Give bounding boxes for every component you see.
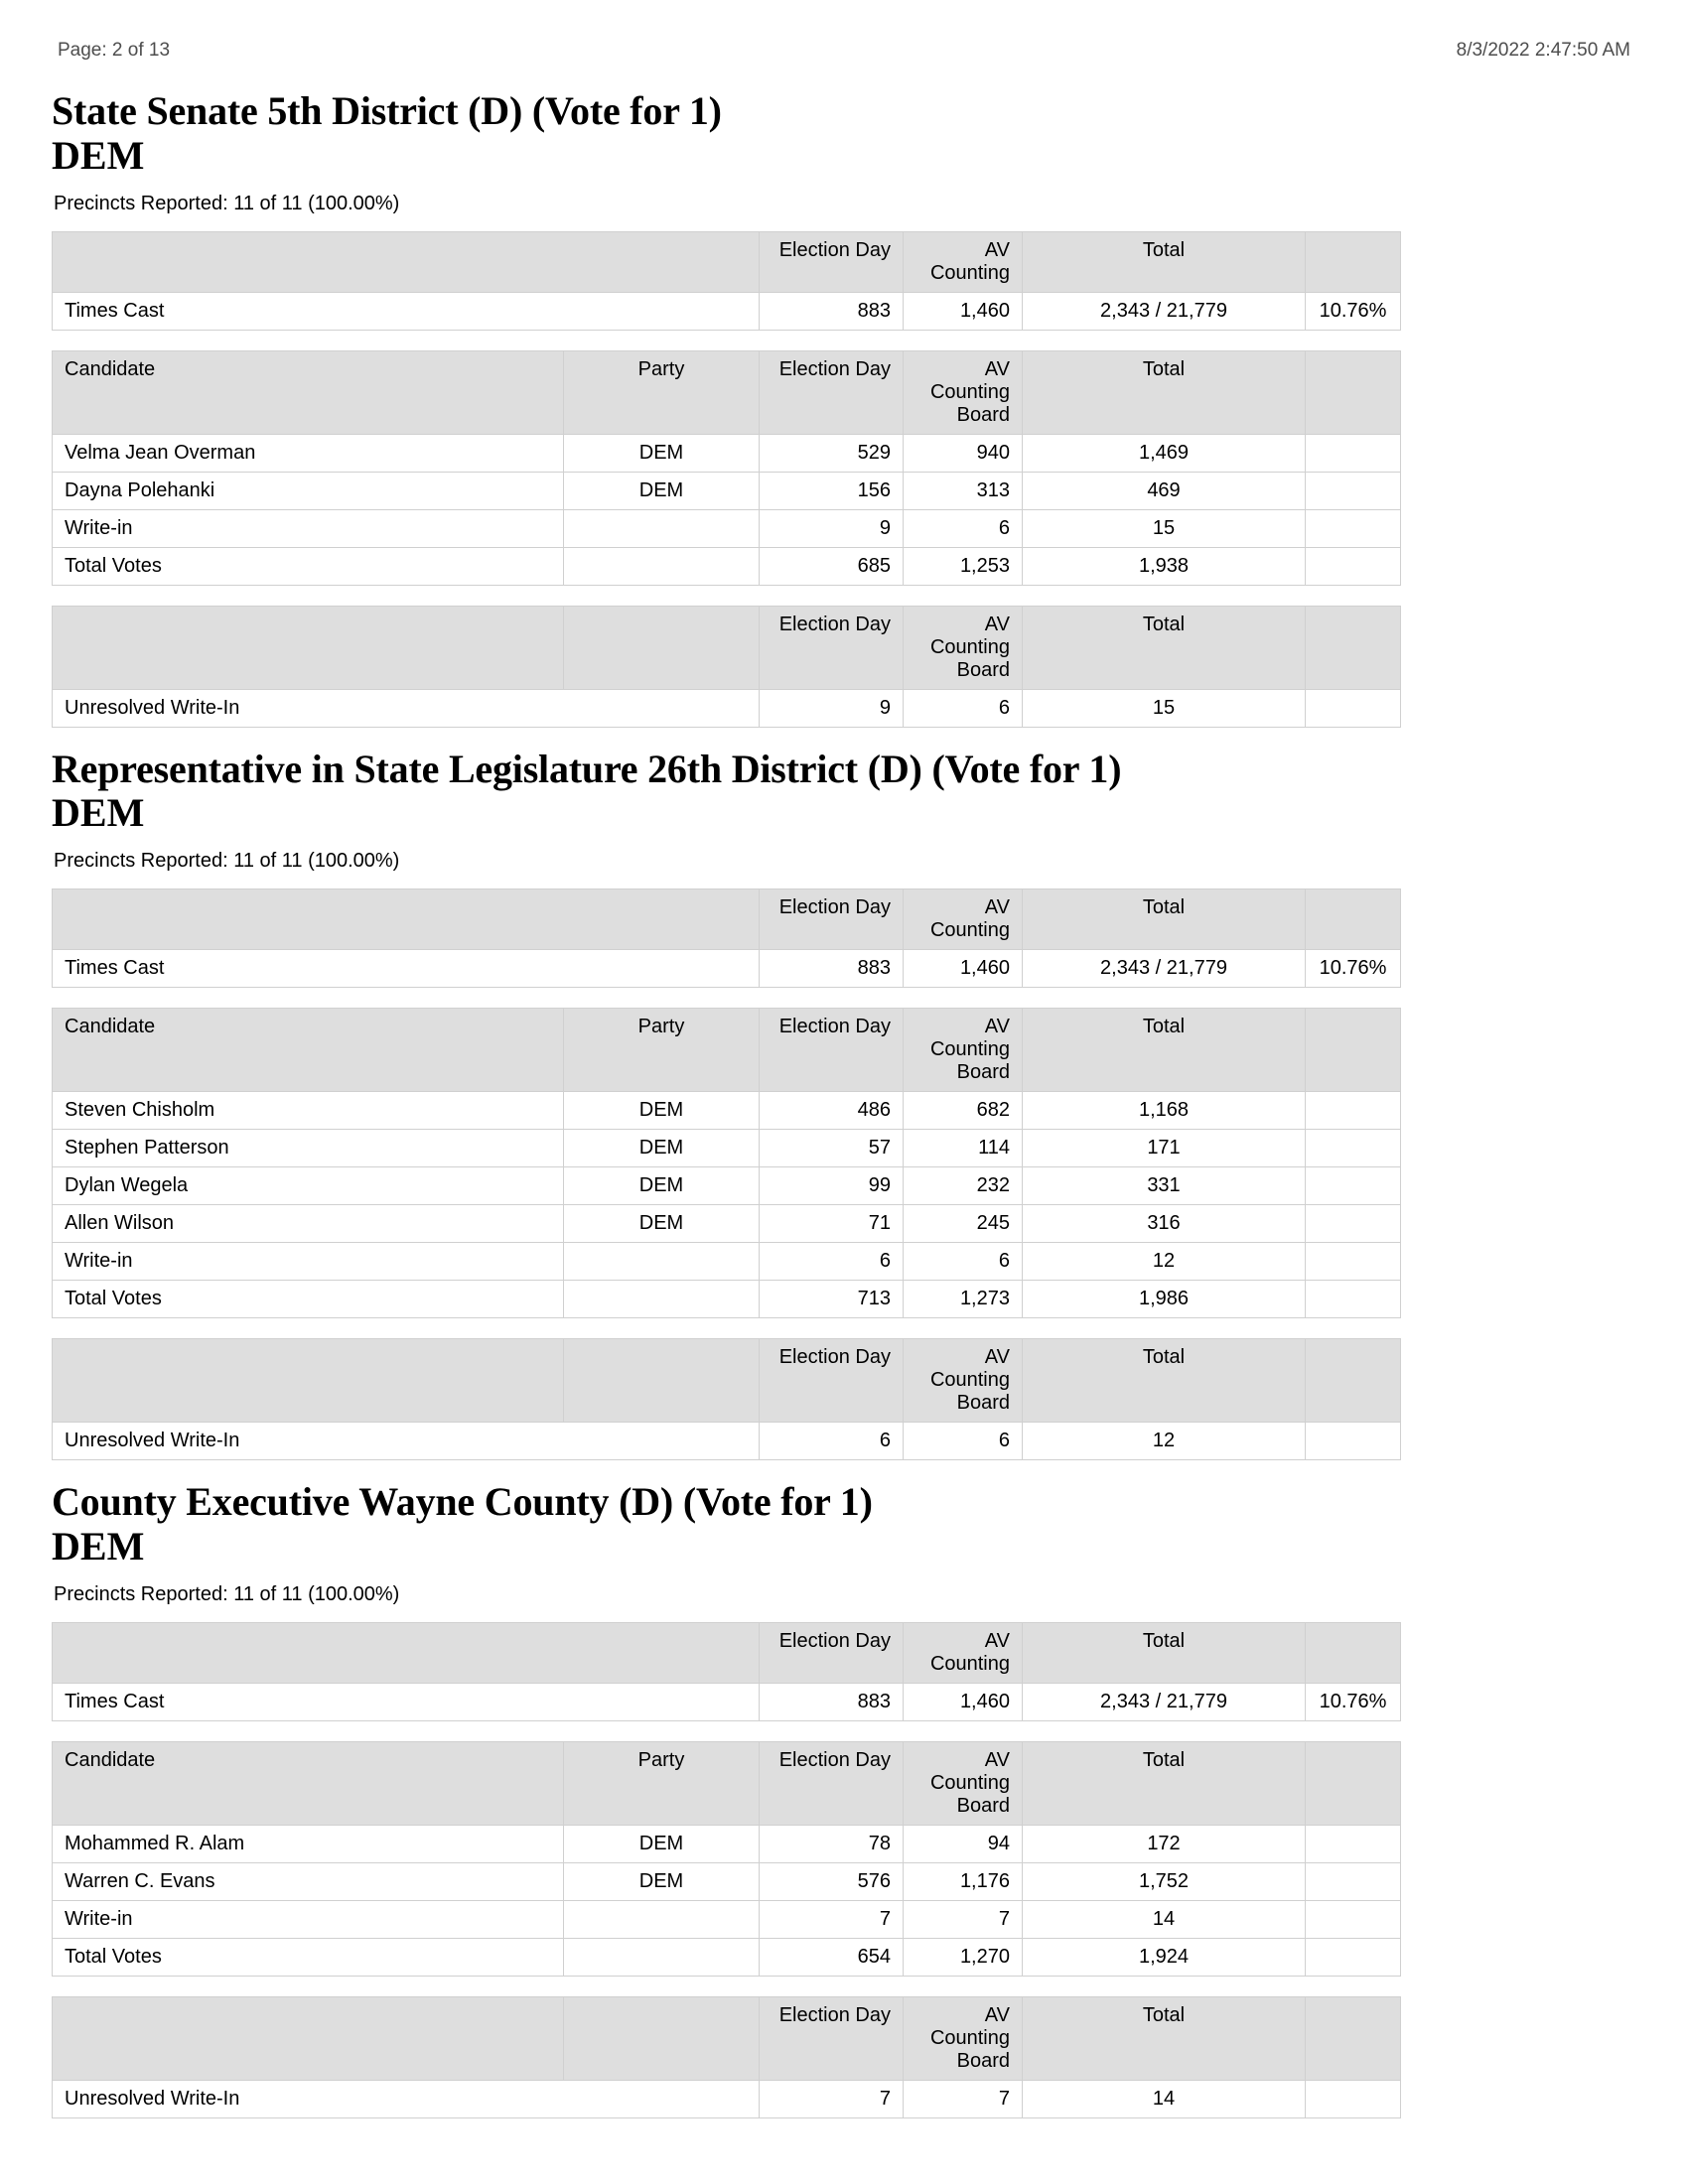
page-header	[52, 40, 1636, 62]
candidate-election-day: 156	[760, 472, 904, 509]
times-cast-label: Times Cast	[53, 950, 760, 988]
candidate-total: 1,924	[1023, 1938, 1306, 1976]
candidate-election-day: 9	[760, 509, 904, 547]
candidate-election-day: 576	[760, 1862, 904, 1900]
candidate-av-counting-board: 7	[904, 1900, 1023, 1938]
candidate-total: 1,752	[1023, 1862, 1306, 1900]
party-column-header: Party	[564, 1741, 760, 1825]
unresolved-total: 14	[1023, 2080, 1306, 2117]
page-number-label: Page: 2 of 13	[58, 40, 171, 61]
candidate-party: DEM	[564, 1167, 760, 1205]
unresolved-blank-header-3	[1306, 1339, 1401, 1423]
summary-percent-header	[1306, 1622, 1401, 1683]
unresolved-write-in-table	[52, 1996, 1401, 2118]
candidate-party: DEM	[564, 1825, 760, 1862]
unresolved-total-header: Total	[1023, 1339, 1306, 1423]
candidate-av-counting-board: 940	[904, 434, 1023, 472]
candidate-results-table	[52, 1008, 1401, 1318]
contest-list	[52, 89, 1636, 2118]
unresolved-total: 12	[1023, 1423, 1306, 1460]
candidate-total: 171	[1023, 1130, 1306, 1167]
unresolved-write-in-table	[52, 1338, 1401, 1460]
contest-section	[52, 748, 1636, 1461]
unresolved-election-day: 6	[760, 1423, 904, 1460]
candidate-av-counting-board: 6	[904, 1243, 1023, 1281]
candidate-av-counting-board: 232	[904, 1167, 1023, 1205]
unresolved-blank-cell	[1306, 689, 1401, 727]
party-column-header: Party	[564, 350, 760, 434]
times-cast-table	[52, 888, 1401, 988]
election-day-column-header: Election Day	[760, 1741, 904, 1825]
times-cast-election-day: 883	[760, 292, 904, 330]
candidate-party	[564, 1900, 760, 1938]
candidate-blank-cell	[1306, 509, 1401, 547]
times-cast-total: 2,343 / 21,779	[1023, 1683, 1306, 1720]
candidate-av-counting-board: 245	[904, 1205, 1023, 1243]
table-row	[53, 472, 1401, 509]
times-cast-label: Times Cast	[53, 292, 760, 330]
candidate-blank-header	[1306, 1741, 1401, 1825]
summary-total-header: Total	[1023, 231, 1306, 292]
unresolved-av-counting-board-header: AV Counting Board	[904, 606, 1023, 689]
candidate-name: Total Votes	[53, 547, 564, 585]
summary-total-header: Total	[1023, 1622, 1306, 1683]
table-row	[53, 1092, 1401, 1130]
summary-election-day-header: Election Day	[760, 889, 904, 950]
candidate-results-table	[52, 1741, 1401, 1977]
unresolved-blank-header-1	[53, 1996, 564, 2080]
table-row	[53, 1938, 1401, 1976]
candidate-election-day: 78	[760, 1825, 904, 1862]
unresolved-write-in-label: Unresolved Write-In	[53, 2080, 760, 2117]
summary-blank-header	[53, 889, 760, 950]
unresolved-total-header: Total	[1023, 606, 1306, 689]
candidate-name: Steven Chisholm	[53, 1092, 564, 1130]
candidate-av-counting-board: 94	[904, 1825, 1023, 1862]
times-cast-percent: 10.76%	[1306, 950, 1401, 988]
candidate-av-counting-board: 1,270	[904, 1938, 1023, 1976]
candidate-blank-cell	[1306, 1130, 1401, 1167]
candidate-total: 14	[1023, 1900, 1306, 1938]
candidate-party	[564, 1281, 760, 1318]
unresolved-blank-cell	[1306, 1423, 1401, 1460]
av-counting-board-column-header: AV Counting Board	[904, 1741, 1023, 1825]
unresolved-blank-header-2	[564, 1996, 760, 2080]
candidate-total: 1,168	[1023, 1092, 1306, 1130]
contest-section	[52, 1480, 1636, 2118]
candidate-blank-cell	[1306, 1281, 1401, 1318]
candidate-blank-cell	[1306, 1938, 1401, 1976]
candidate-party	[564, 1938, 760, 1976]
unresolved-blank-header-1	[53, 606, 564, 689]
candidate-blank-cell	[1306, 1825, 1401, 1862]
unresolved-election-day: 9	[760, 689, 904, 727]
summary-percent-header	[1306, 889, 1401, 950]
contest-party-line: DEM	[52, 1523, 145, 1569]
candidate-blank-cell	[1306, 1092, 1401, 1130]
av-counting-board-column-header: AV Counting Board	[904, 1009, 1023, 1092]
unresolved-av-counting-board-header: AV Counting Board	[904, 1339, 1023, 1423]
times-cast-percent: 10.76%	[1306, 1683, 1401, 1720]
candidate-name: Write-in	[53, 509, 564, 547]
unresolved-header-row	[53, 606, 1401, 689]
unresolved-blank-header-3	[1306, 606, 1401, 689]
candidate-blank-cell	[1306, 1243, 1401, 1281]
candidate-rows	[53, 1092, 1401, 1318]
table-row	[53, 1205, 1401, 1243]
candidate-blank-cell	[1306, 1205, 1401, 1243]
candidate-column-header: Candidate	[53, 350, 564, 434]
candidate-election-day: 71	[760, 1205, 904, 1243]
candidate-total: 1,938	[1023, 547, 1306, 585]
candidate-name: Dayna Polehanki	[53, 472, 564, 509]
election-day-column-header: Election Day	[760, 350, 904, 434]
times-cast-row	[53, 292, 1401, 330]
candidate-av-counting-board: 1,176	[904, 1862, 1023, 1900]
candidate-party	[564, 547, 760, 585]
summary-blank-header	[53, 1622, 760, 1683]
times-cast-percent: 10.76%	[1306, 292, 1401, 330]
candidate-election-day: 7	[760, 1900, 904, 1938]
times-cast-av-counting: 1,460	[904, 292, 1023, 330]
contest-party-line: DEM	[52, 790, 145, 836]
candidate-blank-cell	[1306, 1862, 1401, 1900]
candidate-party: DEM	[564, 434, 760, 472]
candidate-column-header: Candidate	[53, 1009, 564, 1092]
election-day-column-header: Election Day	[760, 1009, 904, 1092]
candidate-name: Total Votes	[53, 1281, 564, 1318]
party-column-header: Party	[564, 1009, 760, 1092]
unresolved-total-header: Total	[1023, 1996, 1306, 2080]
candidate-total: 15	[1023, 509, 1306, 547]
candidate-blank-header	[1306, 350, 1401, 434]
candidate-name: Velma Jean Overman	[53, 434, 564, 472]
table-row	[53, 1825, 1401, 1862]
table-row	[53, 1243, 1401, 1281]
times-cast-table	[52, 231, 1401, 331]
times-cast-table	[52, 1622, 1401, 1721]
candidate-blank-cell	[1306, 1167, 1401, 1205]
candidate-column-header: Candidate	[53, 1741, 564, 1825]
candidate-rows	[53, 1825, 1401, 1976]
candidate-election-day: 713	[760, 1281, 904, 1318]
unresolved-write-in-row	[53, 2080, 1401, 2117]
candidate-total: 316	[1023, 1205, 1306, 1243]
precincts-reported: Precincts Reported: 11 of 11 (100.00%)	[54, 192, 400, 214]
candidate-header-row	[53, 350, 1401, 434]
table-row	[53, 1281, 1401, 1318]
summary-av-counting-header: AV Counting	[904, 231, 1023, 292]
times-cast-row	[53, 950, 1401, 988]
times-cast-header-row	[53, 889, 1401, 950]
unresolved-election-day: 7	[760, 2080, 904, 2117]
unresolved-av-counting-board-header: AV Counting Board	[904, 1996, 1023, 2080]
candidate-total: 12	[1023, 1243, 1306, 1281]
unresolved-election-day-header: Election Day	[760, 1339, 904, 1423]
candidate-election-day: 486	[760, 1092, 904, 1130]
times-cast-header-row	[53, 231, 1401, 292]
candidate-election-day: 6	[760, 1243, 904, 1281]
unresolved-write-in-label: Unresolved Write-In	[53, 689, 760, 727]
table-row	[53, 1900, 1401, 1938]
table-row	[53, 547, 1401, 585]
candidate-blank-cell	[1306, 434, 1401, 472]
times-cast-election-day: 883	[760, 950, 904, 988]
table-row	[53, 1130, 1401, 1167]
times-cast-av-counting: 1,460	[904, 1683, 1023, 1720]
total-column-header: Total	[1023, 1009, 1306, 1092]
candidate-election-day: 529	[760, 434, 904, 472]
candidate-party	[564, 509, 760, 547]
candidate-av-counting-board: 6	[904, 509, 1023, 547]
table-row	[53, 434, 1401, 472]
unresolved-write-in-label: Unresolved Write-In	[53, 1423, 760, 1460]
summary-av-counting-header: AV Counting	[904, 889, 1023, 950]
candidate-party: DEM	[564, 472, 760, 509]
unresolved-election-day-header: Election Day	[760, 606, 904, 689]
candidate-blank-cell	[1306, 1900, 1401, 1938]
candidate-party	[564, 1243, 760, 1281]
contest-party-line: DEM	[52, 132, 145, 178]
contest-title: State Senate 5th District (D) (Vote for 1)	[52, 88, 722, 133]
unresolved-header-row	[53, 1339, 1401, 1423]
unresolved-total: 15	[1023, 689, 1306, 727]
summary-blank-header	[53, 231, 760, 292]
unresolved-election-day-header: Election Day	[760, 1996, 904, 2080]
total-column-header: Total	[1023, 350, 1306, 434]
candidate-name: Write-in	[53, 1243, 564, 1281]
candidate-party: DEM	[564, 1130, 760, 1167]
contest-section	[52, 89, 1636, 728]
unresolved-blank-cell	[1306, 2080, 1401, 2117]
summary-total-header: Total	[1023, 889, 1306, 950]
report-timestamp: 8/3/2022 2:47:50 AM	[1456, 40, 1630, 61]
unresolved-header-row	[53, 1996, 1401, 2080]
times-cast-row	[53, 1683, 1401, 1720]
unresolved-av-counting-board: 6	[904, 689, 1023, 727]
candidate-results-table	[52, 350, 1401, 586]
contest-title: County Executive Wayne County (D) (Vote for 1)	[52, 1479, 873, 1525]
candidate-party: DEM	[564, 1205, 760, 1243]
unresolved-av-counting-board: 7	[904, 2080, 1023, 2117]
candidate-party: DEM	[564, 1862, 760, 1900]
candidate-av-counting-board: 1,253	[904, 547, 1023, 585]
candidate-name: Stephen Patterson	[53, 1130, 564, 1167]
table-row	[53, 1167, 1401, 1205]
unresolved-write-in-row	[53, 1423, 1401, 1460]
unresolved-write-in-row	[53, 689, 1401, 727]
unresolved-blank-header-2	[564, 606, 760, 689]
candidate-av-counting-board: 313	[904, 472, 1023, 509]
summary-election-day-header: Election Day	[760, 1622, 904, 1683]
candidate-blank-cell	[1306, 472, 1401, 509]
candidate-total: 1,469	[1023, 434, 1306, 472]
candidate-av-counting-board: 1,273	[904, 1281, 1023, 1318]
times-cast-header-row	[53, 1622, 1401, 1683]
times-cast-total: 2,343 / 21,779	[1023, 950, 1306, 988]
candidate-total: 172	[1023, 1825, 1306, 1862]
summary-av-counting-header: AV Counting	[904, 1622, 1023, 1683]
candidate-election-day: 57	[760, 1130, 904, 1167]
contest-title: Representative in State Legislature 26th District (D) (Vote for 1)	[52, 746, 1122, 791]
summary-percent-header	[1306, 231, 1401, 292]
unresolved-blank-header-3	[1306, 1996, 1401, 2080]
candidate-header-row	[53, 1009, 1401, 1092]
candidate-total: 469	[1023, 472, 1306, 509]
candidate-name: Mohammed R. Alam	[53, 1825, 564, 1862]
summary-election-day-header: Election Day	[760, 231, 904, 292]
times-cast-election-day: 883	[760, 1683, 904, 1720]
unresolved-blank-header-1	[53, 1339, 564, 1423]
unresolved-av-counting-board: 6	[904, 1423, 1023, 1460]
candidate-party: DEM	[564, 1092, 760, 1130]
candidate-blank-cell	[1306, 547, 1401, 585]
precincts-reported: Precincts Reported: 11 of 11 (100.00%)	[54, 850, 400, 873]
candidate-election-day: 654	[760, 1938, 904, 1976]
candidate-name: Dylan Wegela	[53, 1167, 564, 1205]
candidate-total: 1,986	[1023, 1281, 1306, 1318]
candidate-election-day: 685	[760, 547, 904, 585]
candidate-election-day: 99	[760, 1167, 904, 1205]
candidate-av-counting-board: 682	[904, 1092, 1023, 1130]
candidate-rows	[53, 434, 1401, 585]
times-cast-label: Times Cast	[53, 1683, 760, 1720]
candidate-name: Total Votes	[53, 1938, 564, 1976]
candidate-name: Write-in	[53, 1900, 564, 1938]
candidate-blank-header	[1306, 1009, 1401, 1092]
candidate-header-row	[53, 1741, 1401, 1825]
unresolved-write-in-table	[52, 606, 1401, 728]
times-cast-av-counting: 1,460	[904, 950, 1023, 988]
precincts-reported: Precincts Reported: 11 of 11 (100.00%)	[54, 1582, 400, 1605]
times-cast-total: 2,343 / 21,779	[1023, 292, 1306, 330]
table-row	[53, 509, 1401, 547]
unresolved-blank-header-2	[564, 1339, 760, 1423]
candidate-total: 331	[1023, 1167, 1306, 1205]
total-column-header: Total	[1023, 1741, 1306, 1825]
candidate-av-counting-board: 114	[904, 1130, 1023, 1167]
table-row	[53, 1862, 1401, 1900]
av-counting-board-column-header: AV Counting Board	[904, 350, 1023, 434]
candidate-name: Warren C. Evans	[53, 1862, 564, 1900]
candidate-name: Allen Wilson	[53, 1205, 564, 1243]
